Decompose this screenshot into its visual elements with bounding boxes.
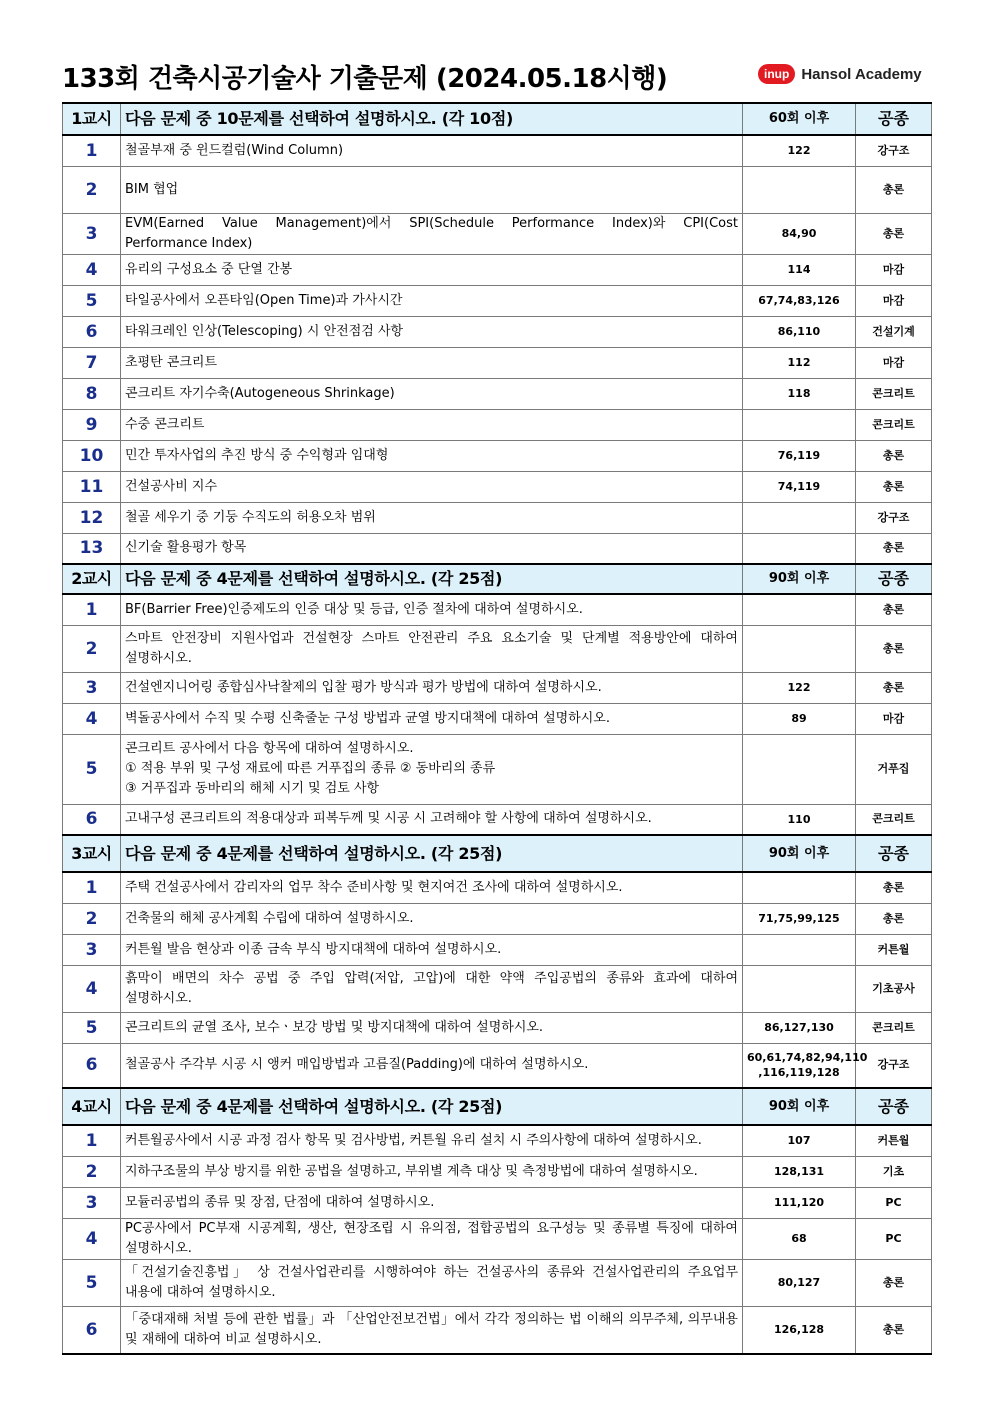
question-line: 커튼월공사에서 시공 과정 검사 항목 및 검사방법, 커튼월 유리 설치 시 주의사항에 대하여 설명하시오. [125, 1132, 702, 1148]
reference-rounds [743, 734, 856, 804]
question-line: 철골부재 중 윈드컬럼(Wind Column) [125, 142, 344, 158]
question-line: 타워크레인 인상(Telescoping) 시 안전점검 사항 [125, 323, 404, 339]
question-number: 2 [63, 1156, 121, 1187]
reference-rounds [743, 672, 856, 703]
question-row [63, 471, 932, 502]
question-text [121, 166, 743, 213]
question-subitem: ① 적용 부위 및 구성 재료에 따른 거푸집의 종류 ② 동바리의 종류 [125, 761, 496, 776]
reference-value: 114 [787, 263, 811, 276]
question-number: 3 [63, 672, 121, 703]
reference-value: 126,128 [773, 1323, 825, 1337]
question-number: 1 [63, 594, 121, 625]
reference-rounds [743, 378, 856, 409]
reference-rounds [743, 1043, 868, 1088]
reference-value: 68 [791, 1232, 807, 1245]
work-category: 콘크리트 [856, 804, 932, 835]
question-text [121, 672, 743, 703]
reference-value: 71,75,99,125 [758, 912, 840, 925]
category-header: 공종 [856, 1088, 932, 1125]
question-line: 콘크리트 자기수축(Autogeneous Shrinkage) [125, 385, 395, 401]
reference-rounds [743, 316, 856, 347]
question-number: 8 [63, 378, 121, 409]
reference-value: 122 [787, 681, 811, 694]
question-row [63, 1259, 932, 1306]
question-row [63, 672, 932, 703]
session-label: 1교시 [63, 103, 121, 135]
question-text [121, 1043, 743, 1088]
question-number: 4 [63, 1218, 121, 1259]
session-header-row [63, 835, 932, 872]
exam-table [62, 102, 932, 1355]
work-category: 총론 [856, 166, 932, 213]
question-text [121, 594, 743, 625]
question-line: 타일공사에서 오픈타임(Open Time)과 가사시간 [125, 292, 403, 308]
question-row [63, 213, 932, 254]
question-number: 1 [63, 872, 121, 903]
question-row [63, 440, 932, 471]
question-number: 2 [63, 625, 121, 672]
question-line: 주택 건설공사에서 감리자의 업무 착수 준비사항 및 현지여건 조사에 대하여 설명하시오. [125, 879, 623, 895]
question-line: 철골공사 주각부 시공 시 앵커 매입방법과 고름질(Padding)에 대하여 설명하시오. [125, 1057, 589, 1073]
question-row [63, 1156, 932, 1187]
question-line: 모듈러공법의 종류 및 장점, 단점에 대하여 설명하시오. [125, 1194, 435, 1210]
question-text [121, 285, 743, 316]
question-line: 수중 콘크리트 [125, 416, 205, 432]
question-text [121, 703, 743, 734]
reference-rounds [743, 502, 856, 533]
question-number: 5 [63, 285, 121, 316]
reference-value: 112 [787, 356, 811, 369]
reference-value-cont: ,116,119,128 [758, 1066, 840, 1080]
reference-header: 90회 이후 [743, 564, 856, 594]
question-number: 6 [63, 804, 121, 835]
reference-header: 90회 이후 [743, 835, 856, 872]
work-category: 마감 [856, 347, 932, 378]
reference-value: 60,61,74,82,94,110 [747, 1051, 868, 1065]
session-label: 3교시 [63, 835, 121, 872]
question-text [121, 1259, 743, 1306]
question-number: 6 [63, 316, 121, 347]
reference-rounds [743, 166, 856, 213]
reference-value: 67,74,83,126 [758, 294, 840, 307]
question-number: 4 [63, 254, 121, 285]
reference-rounds [743, 625, 856, 672]
reference-rounds [743, 471, 856, 502]
reference-rounds [743, 254, 856, 285]
work-category: 거푸집 [856, 734, 932, 804]
question-text [121, 254, 743, 285]
question-line: 커튼월 발음 현상과 이종 금속 부식 방지대책에 대하여 설명하시오. [125, 941, 502, 957]
work-category: 총론 [856, 1259, 932, 1306]
work-category: 커튼월 [856, 934, 932, 965]
question-row [63, 285, 932, 316]
question-number: 10 [63, 440, 121, 471]
reference-rounds [743, 903, 856, 934]
work-category: 총론 [856, 625, 932, 672]
question-row [63, 934, 932, 965]
question-text [121, 1012, 743, 1043]
question-row [63, 1125, 932, 1156]
question-text [121, 1187, 743, 1218]
question-line: 고내구성 콘크리트의 적용대상과 피복두께 및 시공 시 고려해야 할 사항에 대하여 설명하시오. [125, 811, 652, 827]
question-number: 3 [63, 934, 121, 965]
question-text [121, 1156, 743, 1187]
question-line: EVM(Earned Value Management)에서 SPI(Schedule Performance Index)와 CPI(Cost Performance Index) [125, 215, 738, 251]
logo-text: Hansol Academy [801, 65, 922, 83]
session-header-row [63, 1088, 932, 1125]
work-category: 콘크리트 [856, 1012, 932, 1043]
question-number: 6 [63, 1043, 121, 1088]
work-category: 강구조 [856, 1043, 932, 1088]
reference-header: 90회 이후 [743, 1088, 856, 1125]
reference-value: 84,90 [781, 227, 817, 240]
reference-rounds [743, 1306, 856, 1354]
reference-rounds [743, 440, 856, 471]
work-category: 총론 [856, 533, 932, 564]
reference-rounds [743, 409, 856, 440]
question-text [121, 734, 743, 804]
session-instruction: 다음 문제 중 4문제를 선택하여 설명하시오. (각 25점) [121, 564, 743, 594]
reference-rounds [743, 347, 856, 378]
reference-value: 80,127 [777, 1276, 821, 1289]
question-text [121, 440, 743, 471]
question-line: 유리의 구성요소 중 단열 간봉 [125, 261, 293, 277]
question-line: 신기술 활용평가 항목 [125, 540, 247, 556]
question-number: 7 [63, 347, 121, 378]
question-number: 5 [63, 1259, 121, 1306]
work-category: 마감 [856, 285, 932, 316]
reference-value: 122 [787, 144, 811, 158]
question-row [63, 872, 932, 903]
question-text [121, 903, 743, 934]
reference-rounds [743, 1218, 856, 1259]
work-category: 총론 [856, 672, 932, 703]
reference-rounds [743, 1187, 856, 1218]
question-line: 초평탄 콘크리트 [125, 354, 218, 370]
question-text [121, 625, 743, 672]
reference-rounds [743, 965, 856, 1012]
question-row [63, 1043, 932, 1088]
reference-rounds [743, 934, 856, 965]
work-category: 총론 [856, 594, 932, 625]
question-line: BF(Barrier Free)인증제도의 인증 대상 및 등급, 인증 절차에 대하여 설명하시오. [125, 601, 583, 617]
question-line: 민간 투자사업의 추진 방식 중 수익형과 임대형 [125, 447, 389, 463]
question-text [121, 135, 743, 166]
reference-value: 111,120 [773, 1196, 825, 1209]
question-row [63, 1306, 932, 1354]
question-number: 1 [63, 1125, 121, 1156]
reference-header: 60회 이후 [743, 103, 856, 135]
question-number: 12 [63, 502, 121, 533]
work-category: 콘크리트 [856, 409, 932, 440]
question-text [121, 533, 743, 564]
question-line: 「중대재해 처벌 등에 관한 법률」과 「산업안전보건법」에서 각각 정의하는 법 이해의 의무주체, 의무내용 및 재해에 대하여 비교 설명하시오. [125, 1311, 738, 1347]
question-row [63, 502, 932, 533]
question-text [121, 409, 743, 440]
question-text [121, 502, 743, 533]
question-line: 건축물의 해체 공사계획 수립에 대하여 설명하시오. [125, 910, 414, 926]
question-row [63, 703, 932, 734]
question-row [63, 378, 932, 409]
reference-rounds [743, 1259, 856, 1306]
work-category: 건설기계 [856, 316, 932, 347]
category-header: 공종 [856, 835, 932, 872]
reference-rounds [743, 1012, 856, 1043]
work-category: 기초공사 [856, 965, 932, 1012]
work-category: 강구조 [856, 502, 932, 533]
reference-rounds [743, 594, 856, 625]
question-number: 2 [63, 166, 121, 213]
question-number: 13 [63, 533, 121, 564]
work-category: 콘크리트 [856, 378, 932, 409]
question-row [63, 347, 932, 378]
question-row [63, 734, 932, 804]
question-line: 흙막이 배면의 차수 공법 중 주입 압력(저압, 고압)에 대한 약액 주입공법의 종류와 효과에 대하여 설명하시오. [125, 970, 738, 1006]
question-number: 11 [63, 471, 121, 502]
work-category: PC [856, 1218, 932, 1259]
question-row [63, 166, 932, 213]
work-category: 총론 [856, 872, 932, 903]
hansol-academy-logo [758, 64, 922, 84]
question-row [63, 625, 932, 672]
question-row [63, 1218, 932, 1259]
question-row [63, 316, 932, 347]
question-row [63, 1187, 932, 1218]
session-header-row [63, 564, 932, 594]
reference-rounds [743, 1125, 856, 1156]
question-text [121, 804, 743, 835]
reference-value: 89 [791, 712, 807, 725]
reference-rounds [743, 285, 856, 316]
question-row [63, 254, 932, 285]
question-text [121, 1306, 743, 1354]
question-number: 5 [63, 1012, 121, 1043]
reference-rounds [743, 703, 856, 734]
question-number: 9 [63, 409, 121, 440]
work-category: PC [856, 1187, 932, 1218]
question-row [63, 1012, 932, 1043]
question-number: 2 [63, 903, 121, 934]
question-row [63, 409, 932, 440]
inup-logo-badge: inup [758, 64, 795, 84]
work-category: 총론 [856, 903, 932, 934]
question-number: 4 [63, 703, 121, 734]
work-category: 마감 [856, 703, 932, 734]
work-category: 총론 [856, 213, 932, 254]
question-text [121, 872, 743, 903]
reference-value: 86,110 [777, 325, 821, 338]
reference-value: 74,119 [777, 480, 821, 493]
reference-value: 86,127,130 [764, 1021, 834, 1034]
session-instruction: 다음 문제 중 10문제를 선택하여 설명하시오. (각 10점) [121, 103, 743, 135]
reference-value: 128,131 [773, 1165, 825, 1178]
work-category: 총론 [856, 1306, 932, 1354]
question-line: 콘크리트 공사에서 다음 항목에 대하여 설명하시오. [125, 741, 414, 756]
question-line: 스마트 안전장비 지원사업과 건설현장 스마트 안전관리 주요 요소기술 및 단계별 적용방안에 대하여 설명하시오. [125, 630, 738, 666]
question-text [121, 316, 743, 347]
session-instruction: 다음 문제 중 4문제를 선택하여 설명하시오. (각 25점) [121, 835, 743, 872]
session-header-row [63, 103, 932, 135]
question-line: 건설엔지니어링 종합심사낙찰제의 입찰 평가 방식과 평가 방법에 대하여 설명하시오. [125, 679, 602, 695]
reference-value: 107 [787, 1134, 811, 1148]
reference-value: 110 [787, 812, 811, 826]
question-line: 지하구조물의 부상 방지를 위한 공법을 설명하고, 부위별 계측 대상 및 측정방법에 대하여 설명하시오. [125, 1163, 698, 1179]
reference-rounds [743, 213, 856, 254]
page-title: 133회 건축시공기술사 기출문제 (2024.05.18시행) [62, 64, 668, 94]
question-line: 철골 세우기 중 기둥 수직도의 허용오차 범위 [125, 509, 376, 525]
reference-rounds [743, 804, 856, 835]
question-text [121, 1218, 743, 1259]
reference-rounds [743, 1156, 856, 1187]
work-category: 기초 [856, 1156, 932, 1187]
question-text [121, 934, 743, 965]
session-instruction: 다음 문제 중 4문제를 선택하여 설명하시오. (각 25점) [121, 1088, 743, 1125]
question-number: 1 [63, 135, 121, 166]
question-row [63, 594, 932, 625]
work-category: 강구조 [856, 135, 932, 166]
question-text [121, 1125, 743, 1156]
reference-rounds [743, 533, 856, 564]
question-line: 건설공사비 지수 [125, 478, 218, 494]
category-header: 공종 [856, 103, 932, 135]
question-number: 5 [63, 734, 121, 804]
question-number: 3 [63, 1187, 121, 1218]
question-line: BIM 협업 [125, 181, 179, 197]
work-category: 커튼월 [856, 1125, 932, 1156]
question-text [121, 347, 743, 378]
work-category: 마감 [856, 254, 932, 285]
reference-value: 118 [787, 387, 811, 400]
question-text [121, 965, 743, 1012]
question-text [121, 378, 743, 409]
reference-value: 76,119 [777, 449, 821, 462]
session-label: 2교시 [63, 564, 121, 594]
question-row [63, 135, 932, 166]
question-text [121, 471, 743, 502]
question-number: 4 [63, 965, 121, 1012]
question-number: 6 [63, 1306, 121, 1354]
reference-rounds [743, 135, 856, 166]
question-number: 3 [63, 213, 121, 254]
question-line: 「건설기술진흥법」 상 건설사업관리를 시행하여야 하는 건설공사의 종류와 건설사업관리의 주요업무 내용에 대하여 설명하시오. [125, 1264, 738, 1300]
work-category: 총론 [856, 440, 932, 471]
question-line: PC공사에서 PC부재 시공계획, 생산, 현장조립 시 유의점, 접합공법의 요구성능 및 종류별 특징에 대하여 설명하시오. [125, 1220, 738, 1256]
question-row [63, 965, 932, 1012]
question-line: 벽돌공사에서 수직 및 수평 신축줄눈 구성 방법과 균열 방지대책에 대하여 설명하시오. [125, 710, 610, 726]
question-row [63, 903, 932, 934]
session-label: 4교시 [63, 1088, 121, 1125]
question-row [63, 533, 932, 564]
question-subitem: ③ 거푸집과 동바리의 해체 시기 및 검토 사항 [125, 781, 380, 796]
reference-rounds [743, 872, 856, 903]
question-line: 콘크리트의 균열 조사, 보수ㆍ보강 방법 및 방지대책에 대하여 설명하시오. [125, 1019, 544, 1035]
category-header: 공종 [856, 564, 932, 594]
question-row [63, 804, 932, 835]
work-category: 총론 [856, 471, 932, 502]
question-text [121, 213, 743, 254]
